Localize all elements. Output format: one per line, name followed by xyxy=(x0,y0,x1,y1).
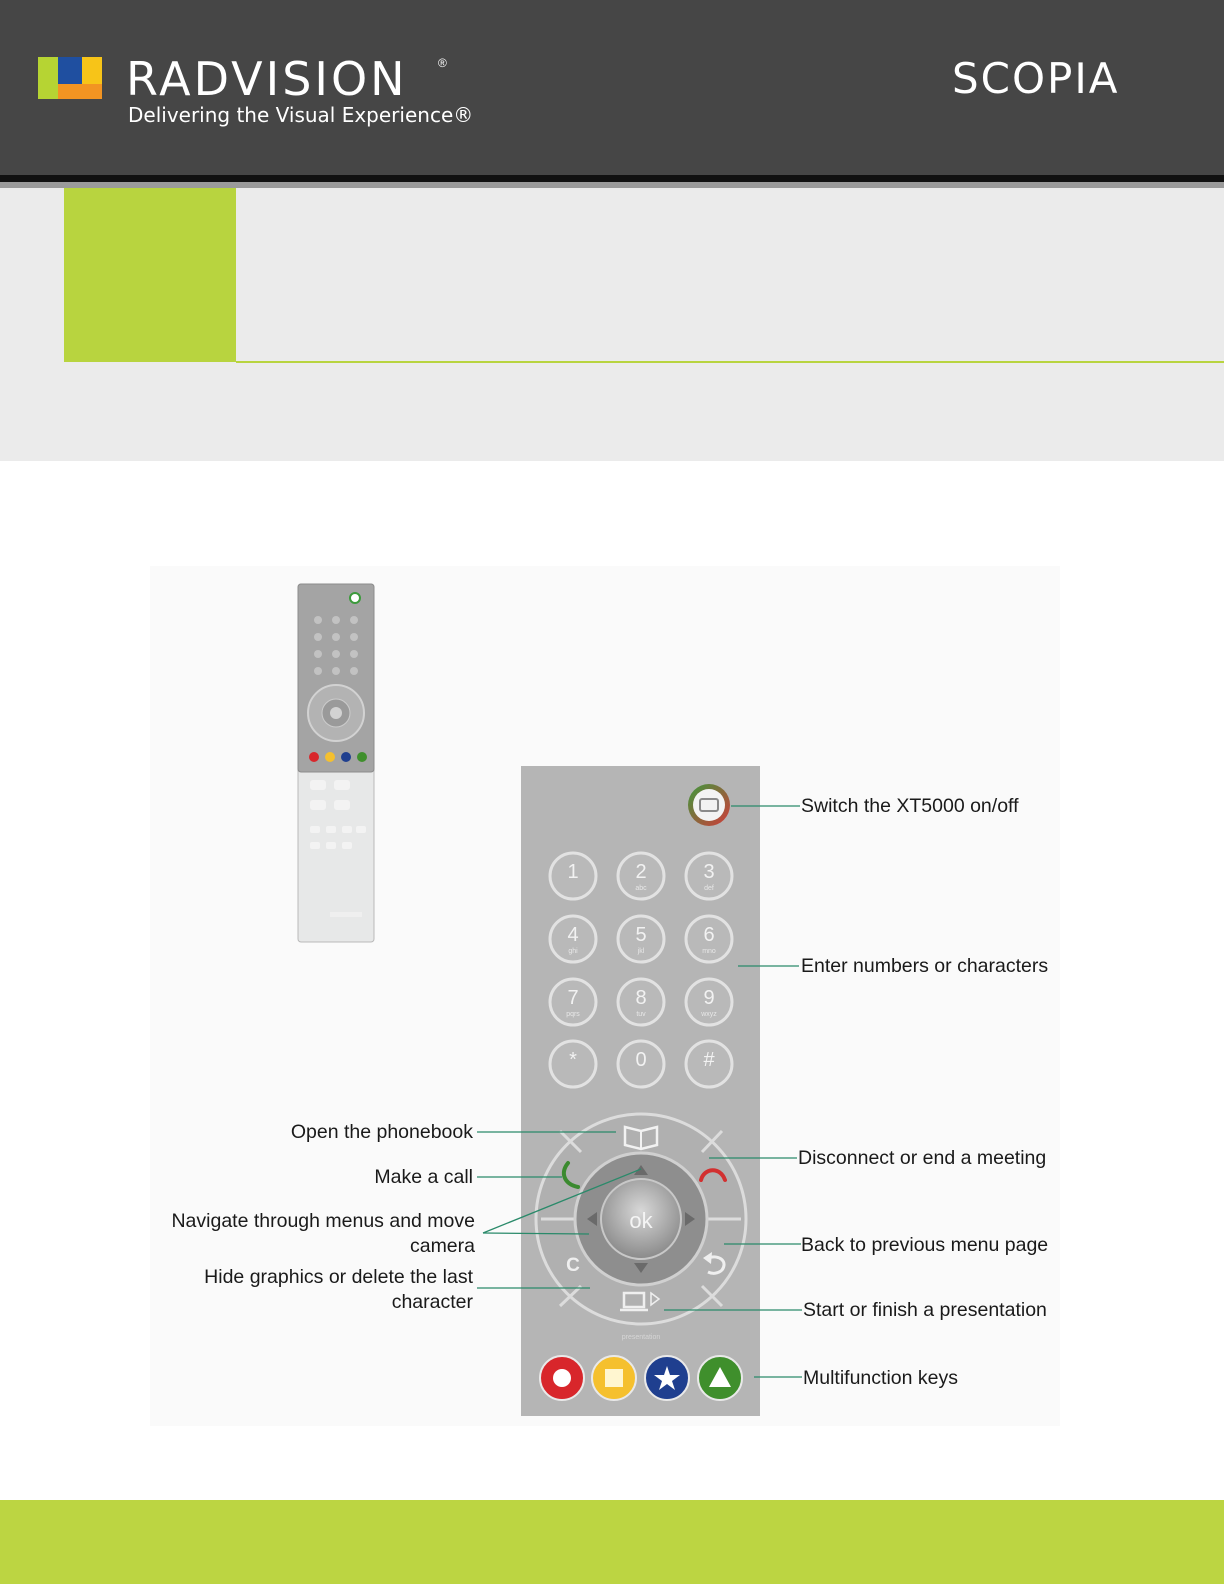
keypad-digit: 7 xyxy=(567,987,579,1009)
registered-mark: ® xyxy=(438,56,447,70)
keypad-digit: 8 xyxy=(635,987,647,1009)
multifunction-blue-button[interactable] xyxy=(645,1356,689,1400)
svg-text:ok: ok xyxy=(629,1208,653,1233)
callout-hide-line1: Hide graphics or delete the last xyxy=(204,1266,473,1288)
keypad-digit: 6 xyxy=(703,924,715,946)
keypad-letters: pqrs xyxy=(566,1011,580,1018)
keypad-digit: 1 xyxy=(567,861,579,883)
keypad-digit: 3 xyxy=(703,861,715,883)
keypad-digit: 4 xyxy=(567,924,579,946)
keypad-digit: * xyxy=(569,1049,577,1071)
power-button[interactable] xyxy=(688,784,730,826)
callout-multifunction: Multifunction keys xyxy=(803,1367,958,1389)
keypad-key[interactable] xyxy=(618,1041,664,1087)
callout-hide-line2: character xyxy=(391,1291,473,1313)
multifunction-red-button[interactable] xyxy=(540,1356,584,1400)
keypad-key[interactable] xyxy=(686,979,732,1025)
brand-name: RADVISION xyxy=(126,52,408,106)
keypad-digit: # xyxy=(703,1049,715,1071)
keypad-digit: 9 xyxy=(703,987,715,1009)
keypad-key[interactable] xyxy=(686,853,732,899)
callout-power: Switch the XT5000 on/off xyxy=(801,795,1019,817)
keypad-key[interactable] xyxy=(550,979,596,1025)
callout-navigate-line2: camera xyxy=(409,1235,475,1257)
keypad-key[interactable] xyxy=(686,916,732,962)
footer-bar xyxy=(0,1500,1224,1584)
callout-disconnect: Disconnect or end a meeting xyxy=(798,1147,1047,1169)
clear-button[interactable] xyxy=(566,1255,580,1276)
keypad-key[interactable] xyxy=(618,979,664,1025)
svg-text:C: C xyxy=(566,1255,580,1276)
callout-back: Back to previous menu page xyxy=(801,1234,1049,1256)
ok-button[interactable] xyxy=(601,1179,681,1259)
keypad-key[interactable] xyxy=(550,1041,596,1087)
callout-call: Make a call xyxy=(374,1166,473,1188)
callout-presentation: Start or finish a presentation xyxy=(803,1299,1047,1321)
keypad-letters: tuv xyxy=(636,1011,646,1018)
keypad-letters: abc xyxy=(635,885,647,892)
keypad-letters: mno xyxy=(702,948,716,955)
multifunction-green-button[interactable] xyxy=(698,1356,742,1400)
remote-thumbnail xyxy=(298,584,374,942)
keypad-letters: ghi xyxy=(568,948,578,955)
keypad-letters: wxyz xyxy=(701,1011,717,1018)
keypad-digit: 5 xyxy=(635,924,647,946)
keypad-digit: 2 xyxy=(635,861,647,883)
callout-numbers: Enter numbers or characters xyxy=(801,955,1049,977)
product-logo: SCOPIA xyxy=(952,54,1120,103)
callout-phonebook: Open the phonebook xyxy=(290,1121,473,1143)
keypad-letters: jkl xyxy=(637,948,645,955)
keypad-key[interactable] xyxy=(618,916,664,962)
callout-navigate-line1: Navigate through menus and move xyxy=(171,1210,475,1232)
keypad-key[interactable] xyxy=(618,853,664,899)
keypad-letters: def xyxy=(704,885,714,892)
multifunction-yellow-button[interactable] xyxy=(592,1356,636,1400)
keypad-key[interactable] xyxy=(550,916,596,962)
keypad-digit: 0 xyxy=(635,1049,647,1071)
keypad-key[interactable] xyxy=(550,853,596,899)
brand-tagline: Delivering the Visual Experience® xyxy=(128,103,474,127)
presentation-key-label: presentation xyxy=(621,1334,661,1341)
keypad-key[interactable] xyxy=(686,1041,732,1087)
